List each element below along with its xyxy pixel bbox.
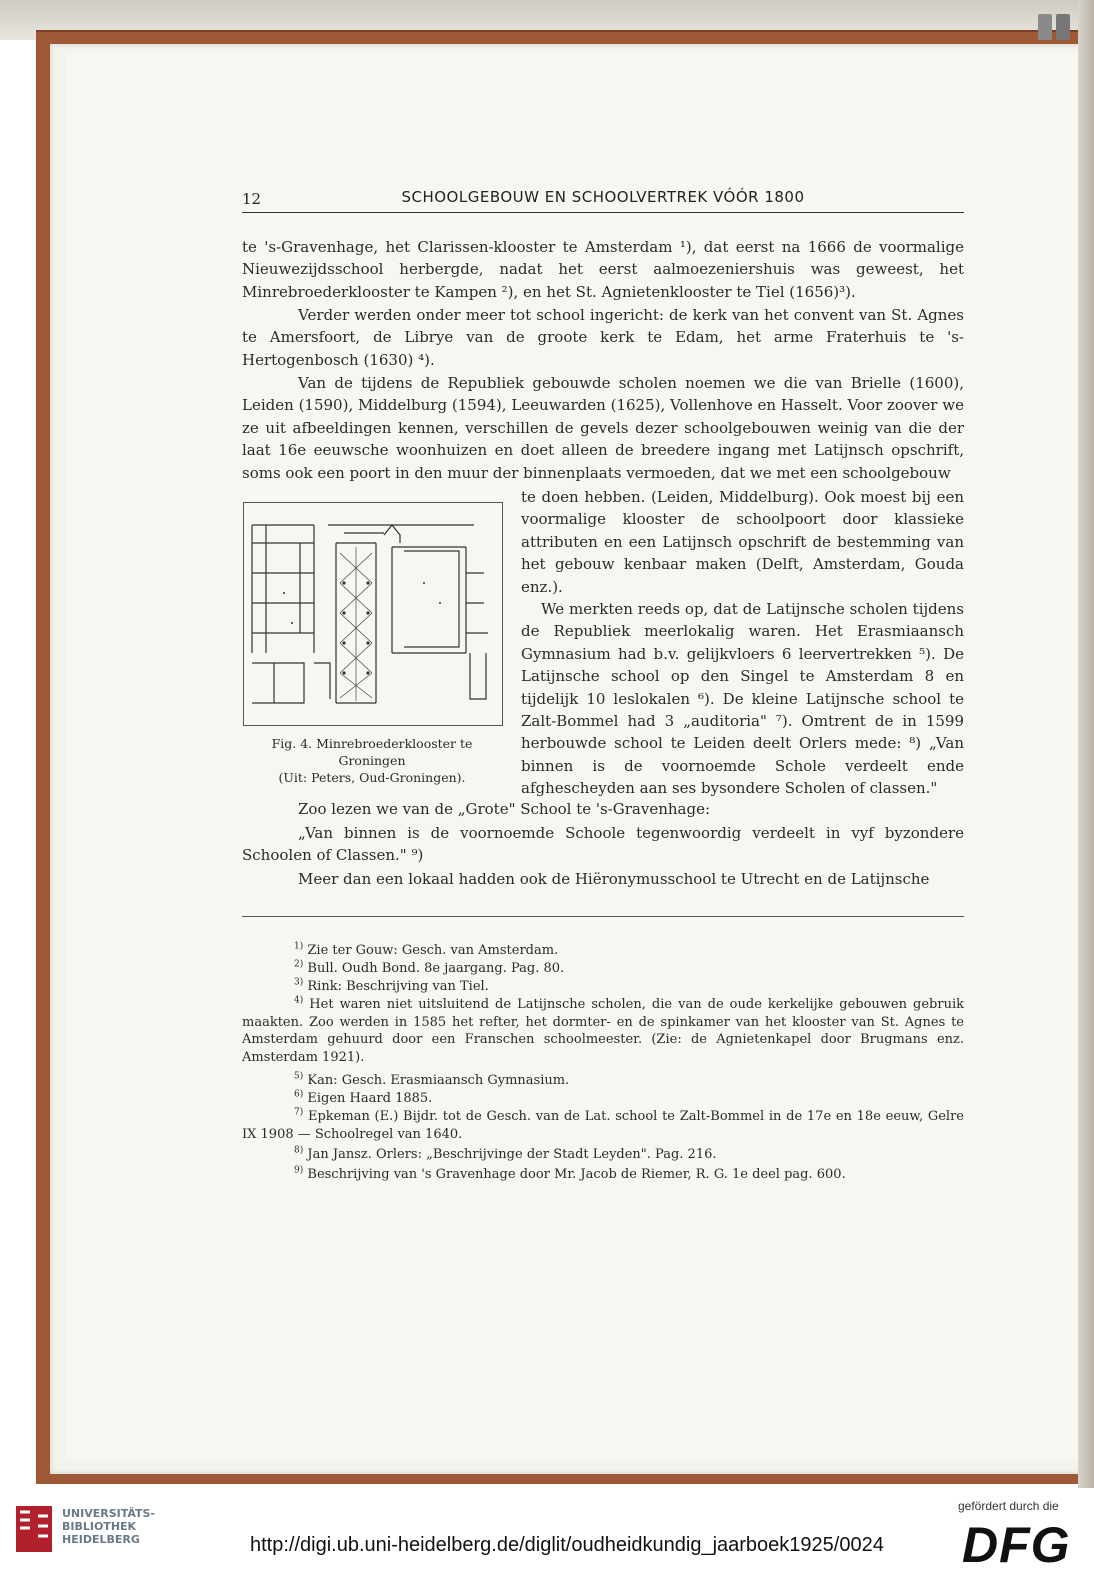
footnote	[242, 1166, 964, 1184]
footnote	[242, 1072, 964, 1090]
footnote-mark: 4)	[294, 995, 304, 1006]
footnote	[242, 1090, 964, 1108]
paragraph-3: Van de tijdens de Republiek gebouwde scholen noemen we die van Brielle (1600), Leiden (1590), Middelburg (1594), Leeuwarden (1625), Vollenhove en Hasselt. Voor zoover we ze uit afbeeldingen kennen, verschillen de gevels dezer schoolgebouwen weinig van die der laat 16e eeuwsche woonhuizen en doet alleen de breedere ingang met Latijnsch opschrift, soms ook een poort in den muur der binnenplaats vermoeden, dat we met een schoolgebouw	[242, 374, 964, 482]
university-library-logo-icon	[14, 1502, 54, 1556]
library-name-line: UNIVERSITÄTS-	[62, 1507, 156, 1520]
footnote-mark: 3)	[294, 977, 304, 988]
library-name-line: BIBLIOTHEK	[62, 1520, 137, 1533]
running-head: SCHOOLGEBOUW EN SCHOOLVERTREK VÓÓR 1800	[401, 188, 805, 206]
footnote-text: Het waren niet uitsluitend de Latijnsche scholen, die van de oude kerkelijke gebouwen gebruik maakten. Zoo werden in 1585 het refter, het dormter- en de spinkamer van het klooster van St. Agnes te Amsterdam gehuurd door een Franschen schoolmeester. (Zie: de Agnietenkapel door Brugmans enz. Amsterdam 1921).	[242, 997, 964, 1065]
figure-caption-source: (Uit: Peters, Oud-Groningen).	[278, 770, 466, 785]
footnote-mark: 9)	[294, 1165, 304, 1176]
footnote-text: Jan Jansz. Orlers: „Beschrijvinge der Stadt Leyden". Pag. 216.	[307, 1147, 717, 1162]
footnote-text: Bull. Oudh Bond. 8e jaargang. Pag. 80.	[307, 961, 565, 976]
permalink-url[interactable]: http://digi.ub.uni-heidelberg.de/diglit/oudheidkundig_jaarboek1925/0024	[250, 1534, 884, 1556]
paragraph-1: te 's-Gravenhage, het Clarissen-klooster te Amsterdam ¹), dat eerst na 1666 de voormalige Nieuwezijdsschool herbergde, nadat het eerst aalmoezeniershuis was geweest, het Minrebroederklooster te Kampen ²), en het St. Agnietenklooster te Tiel (1656)³).	[242, 238, 964, 301]
binding-clip-icon	[1056, 14, 1070, 40]
page-edge	[1078, 0, 1094, 1488]
footnote-text: Epkeman (E.) Bijdr. tot de Gesch. van de Lat. school te Zalt-Bommel in de 17e en 18e eeuw, Gelre IX 1908 — Schoolregel van 1640.	[242, 1109, 964, 1142]
floor-plan-figure	[243, 502, 503, 726]
paragraph-5: „Van binnen is de voornoemde Schoole tegenwoordig verdeelt in vyf byzondere Schoolen of Classen." ⁹)	[242, 824, 964, 865]
footnote	[242, 1108, 964, 1143]
wrapped-paragraph-1: te doen hebben. (Leiden, Middelburg). Ook moest bij een voormalige klooster de schoolpoort door klassieke attributen en een Latijnsch opschrift de bestemming van het gebouw kenbaar maken (Delft, Amsterdam, Gouda enz.).	[521, 488, 964, 596]
paragraph-2: Verder werden onder meer tot school ingericht: de kerk van het convent van St. Agnes te Amersfoort, de Librye van de groote kerk te Edam, het arme Fraterhuis te 's-Hertogenbosch (1630) ⁴).	[242, 306, 964, 369]
footnote-divider	[242, 916, 964, 917]
footnote-mark: 2)	[294, 959, 304, 970]
footnote-text: Rink: Beschrijving van Tiel.	[307, 979, 489, 994]
footnote-mark: 6)	[294, 1089, 304, 1100]
footnote	[242, 1146, 964, 1164]
footnote	[242, 960, 964, 978]
footnote-mark: 5)	[294, 1071, 304, 1082]
footnote-text: Kan: Gesch. Erasmiaansch Gymnasium.	[307, 1073, 570, 1088]
paragraph-6: Meer dan een lokaal hadden ook de Hiëronymusschool te Utrecht en de Latijnsche	[298, 870, 930, 888]
footnote-text: Beschrijving van 's Gravenhage door Mr. Jacob de Riemer, R. G. 1e deel pag. 600.	[307, 1167, 846, 1182]
paragraph-4: Zoo lezen we van de „Grote" School te 's-Gravenhage:	[298, 800, 711, 818]
funding-label: gefördert durch die	[958, 1499, 1059, 1513]
footnote-text: Eigen Haard 1885.	[307, 1091, 433, 1106]
footnote-mark: 7)	[294, 1107, 304, 1118]
footnote-text: Zie ter Gouw: Gesch. van Amsterdam.	[307, 943, 559, 958]
footnote-mark: 1)	[294, 941, 304, 952]
library-name-line: HEIDELBERG	[62, 1533, 140, 1546]
page-header	[242, 186, 964, 213]
footnote-mark: 8)	[294, 1145, 304, 1156]
binding-clip-icon	[1038, 14, 1052, 40]
library-name	[62, 1507, 155, 1546]
floor-plan-drawing	[244, 503, 502, 725]
wrapped-paragraph-2: We merkten reeds op, dat de Latijnsche scholen tijdens de Republiek meerlokalig waren. Het Erasmiaansch Gymnasium had b.v. gelijkvloers 6 leervertrekken ⁵). De Latijnsche school op den Singel te Amsterdam 8 en tijdelijk 10 leslokalen ⁶). De kleine Latijnsche school te Zalt-Bommel had 3 „auditoria" ⁷). Omtrent de in 1599 herbouwde school te Leiden deelt Orlers mede: ⁸) „Van binnen is de voornoemde Schole verdeelt ende afghescheyden aan ses bysondere Scholen of classen."	[521, 600, 964, 798]
figure-caption: Fig. 4. Minrebroederklooster te	[271, 736, 473, 751]
footnote	[242, 996, 964, 1066]
figure-caption-place: Groningen	[338, 753, 406, 768]
dfg-logo: DFG	[962, 1517, 1071, 1573]
footnote	[242, 942, 964, 960]
page-number: 12	[242, 190, 262, 208]
footnote	[242, 978, 964, 996]
